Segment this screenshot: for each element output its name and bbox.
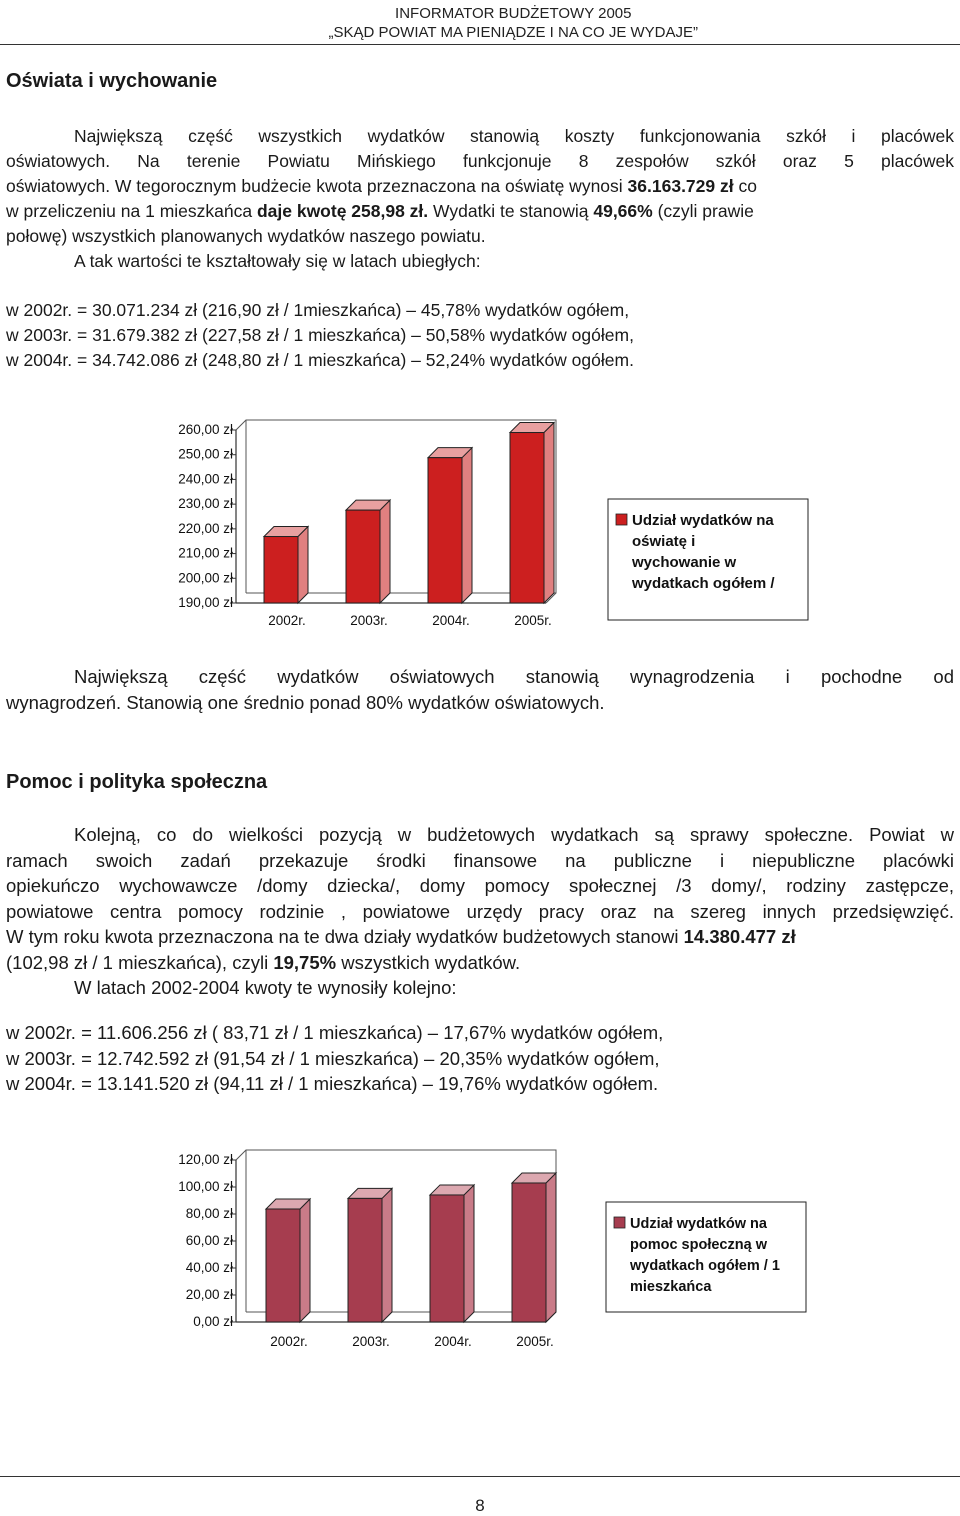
y-tick-label: 100,00 zł <box>178 1179 233 1194</box>
page-number: 8 <box>475 1496 485 1515</box>
legend-label: wydatkach ogółem / <box>632 575 775 592</box>
text-run: (czyli prawie <box>652 201 754 221</box>
education-line-5: połowę) wszystkich planowanych wydatków naszego powiatu. <box>6 226 486 246</box>
education-line-1: Największą część wszystkich wydatków stanowią koszty funkcjonowania szkół i placówek <box>74 126 954 146</box>
x-tick-label: 2003r. <box>352 1334 390 1349</box>
bar <box>428 458 462 603</box>
section-title-education: Oświata i wychowanie <box>6 70 218 92</box>
bar-side <box>546 1173 556 1322</box>
social-year-2003: w 2003r. = 12.742.592 zł (91,54 zł / 1 mieszkańca) – 20,35% wydatków ogółem, <box>6 1047 660 1069</box>
bar <box>264 537 298 603</box>
y-tick-label: 220,00 zł <box>178 520 233 536</box>
legend-label: oświatę i <box>632 533 696 550</box>
x-tick-label: 2002r. <box>270 1334 308 1349</box>
x-tick-label: 2003r. <box>350 613 388 628</box>
x-tick-label: 2004r. <box>432 613 470 628</box>
education-line-4 <box>6 199 954 224</box>
text-run: W tym roku kwota przeznaczona na te dwa działy wydatków budżetowych stanowi <box>6 926 684 947</box>
education-amount: 36.163.729 zł <box>627 176 734 196</box>
text-run: co <box>733 176 757 196</box>
y-tick-label: 190,00 zł <box>178 595 233 610</box>
legend-label: wychowanie w <box>632 554 737 571</box>
y-tick-label: 80,00 zł <box>185 1206 233 1221</box>
y-tick-label: 120,00 zł <box>178 1152 233 1167</box>
social-line-2: ramach swoich zadań przekazuje środki finansowe na publiczne i niepubliczne placówki <box>6 849 954 871</box>
legend-label: Udział wydatków na <box>632 512 774 529</box>
y-tick-label: 260,00 zł <box>178 422 233 437</box>
social-share: 19,75% <box>273 951 337 973</box>
bar <box>430 1195 464 1322</box>
social-chart <box>0 1140 960 1360</box>
header-line-2: „SKĄD POWIAT MA PIENIĄDZE I NA CO JE WYDAJE” <box>328 24 698 41</box>
education-line-3 <box>6 174 954 199</box>
social-line-4: powiatowe centra pomocy rodzinie , powiatowe urzędy pracy oraz na szereg innych przedsięwzięć. <box>6 900 954 922</box>
text-run: Wydatki te stanowią <box>428 201 594 221</box>
legend-swatch <box>614 1217 625 1228</box>
y-tick-label: 210,00 zł <box>178 545 233 561</box>
legend-swatch <box>616 514 627 525</box>
header-line-1: INFORMATOR BUDŻETOWY 2005 <box>395 5 632 22</box>
legend-label: wydatkach ogółem / 1 <box>630 1258 780 1274</box>
social-year-2002: w 2002r. = 11.606.256 zł ( 83,71 zł / 1 mieszkańca) – 17,67% wydatków ogółem, <box>6 1022 664 1043</box>
y-tick-label: 200,00 zł <box>178 570 233 586</box>
bar-side <box>298 527 308 603</box>
bar <box>510 433 544 603</box>
bar-side <box>544 423 554 603</box>
legend-label: Udział wydatków na <box>630 1216 767 1232</box>
social-amount: 14.380.477 zł <box>683 926 796 947</box>
education-after-line-2: wynagrodzeń. Stanowią one średnio ponad 80% wydatków oświatowych. <box>6 691 605 713</box>
y-tick-label: 240,00 zł <box>178 471 233 487</box>
bar <box>346 510 380 603</box>
y-tick-label: 250,00 zł <box>178 446 233 462</box>
bar <box>348 1198 382 1322</box>
x-tick-label: 2004r. <box>434 1334 472 1349</box>
x-tick-label: 2005r. <box>516 1334 554 1349</box>
bar-side <box>382 1188 392 1322</box>
education-year-2004: w 2004r. = 34.742.086 zł (248,80 zł / 1 mieszkańca) – 52,24% wydatków ogółem. <box>6 350 634 370</box>
education-after-paragraph <box>6 664 954 715</box>
education-years-list <box>6 298 634 373</box>
footer-divider <box>0 1476 960 1477</box>
legend-label: pomoc społeczną w <box>630 1237 767 1253</box>
social-line-6 <box>6 950 954 976</box>
y-tick-label: 60,00 zł <box>185 1233 233 1248</box>
education-paragraph <box>6 124 954 274</box>
social-paragraph <box>6 822 954 1001</box>
social-line-1: Kolejną, co do wielkości pozycją w budżetowych wydatkach są sprawy społeczne. Powiat w <box>74 824 954 845</box>
legend-label: mieszkańca <box>630 1279 712 1295</box>
bar-side <box>462 448 472 603</box>
running-header <box>329 4 699 42</box>
education-share: 49,66% <box>593 201 653 221</box>
education-year-2002: w 2002r. = 30.071.234 zł (216,90 zł / 1mieszkańca) – 45,78% wydatków ogółem, <box>6 300 630 320</box>
social-years-list <box>6 1020 663 1097</box>
education-line-6: A tak wartości te kształtowały się w latach ubiegłych: <box>74 251 481 271</box>
bar <box>266 1209 300 1322</box>
social-line-3: opiekuńczo wychowawcze /domy dziecka/, domy pomocy społecznej /3 domy/, rodziny zastępcze, <box>6 875 954 896</box>
section-title-social: Pomoc i polityka społeczna <box>6 771 268 793</box>
education-after-line-1: Największą część wydatków oświatowych stanowią wynagrodzenia i pochodne od <box>74 666 954 687</box>
education-chart <box>0 410 960 660</box>
bar-side <box>380 500 390 603</box>
y-tick-label: 40,00 zł <box>185 1260 233 1275</box>
header-divider <box>0 44 960 45</box>
social-line-7: W latach 2002-2004 kwoty te wynosiły kolejno: <box>74 977 457 998</box>
education-year-2003: w 2003r. = 31.679.382 zł (227,58 zł / 1 mieszkańca) – 50,58% wydatków ogółem, <box>6 325 634 345</box>
text-run: w przeliczeniu na 1 mieszkańca <box>6 201 257 221</box>
y-tick-label: 20,00 zł <box>185 1287 233 1302</box>
text-run: wszystkich wydatków. <box>336 951 521 973</box>
education-per-capita: daje kwotę 258,98 zł. <box>256 201 429 221</box>
bar <box>512 1183 546 1322</box>
bar-side <box>300 1199 310 1322</box>
y-tick-label: 230,00 zł <box>178 496 233 512</box>
x-tick-label: 2005r. <box>514 613 552 628</box>
text-run: oświatowych. W tegorocznym budżecie kwota przeznaczona na oświatę wynosi <box>6 176 628 196</box>
text-run: (102,98 zł / 1 mieszkańca), czyli <box>6 951 274 973</box>
social-line-5 <box>6 924 954 950</box>
y-tick-label: 0,00 zł <box>193 1314 233 1329</box>
x-tick-label: 2002r. <box>268 613 306 628</box>
bar-side <box>464 1185 474 1322</box>
social-year-2004: w 2004r. = 13.141.520 zł (94,11 zł / 1 mieszkańca) – 19,76% wydatków ogółem. <box>6 1073 659 1094</box>
education-line-2: oświatowych. Na terenie Powiatu Mińskiego funkcjonuje 8 zespołów szkół oraz 5 placówek <box>6 151 954 171</box>
